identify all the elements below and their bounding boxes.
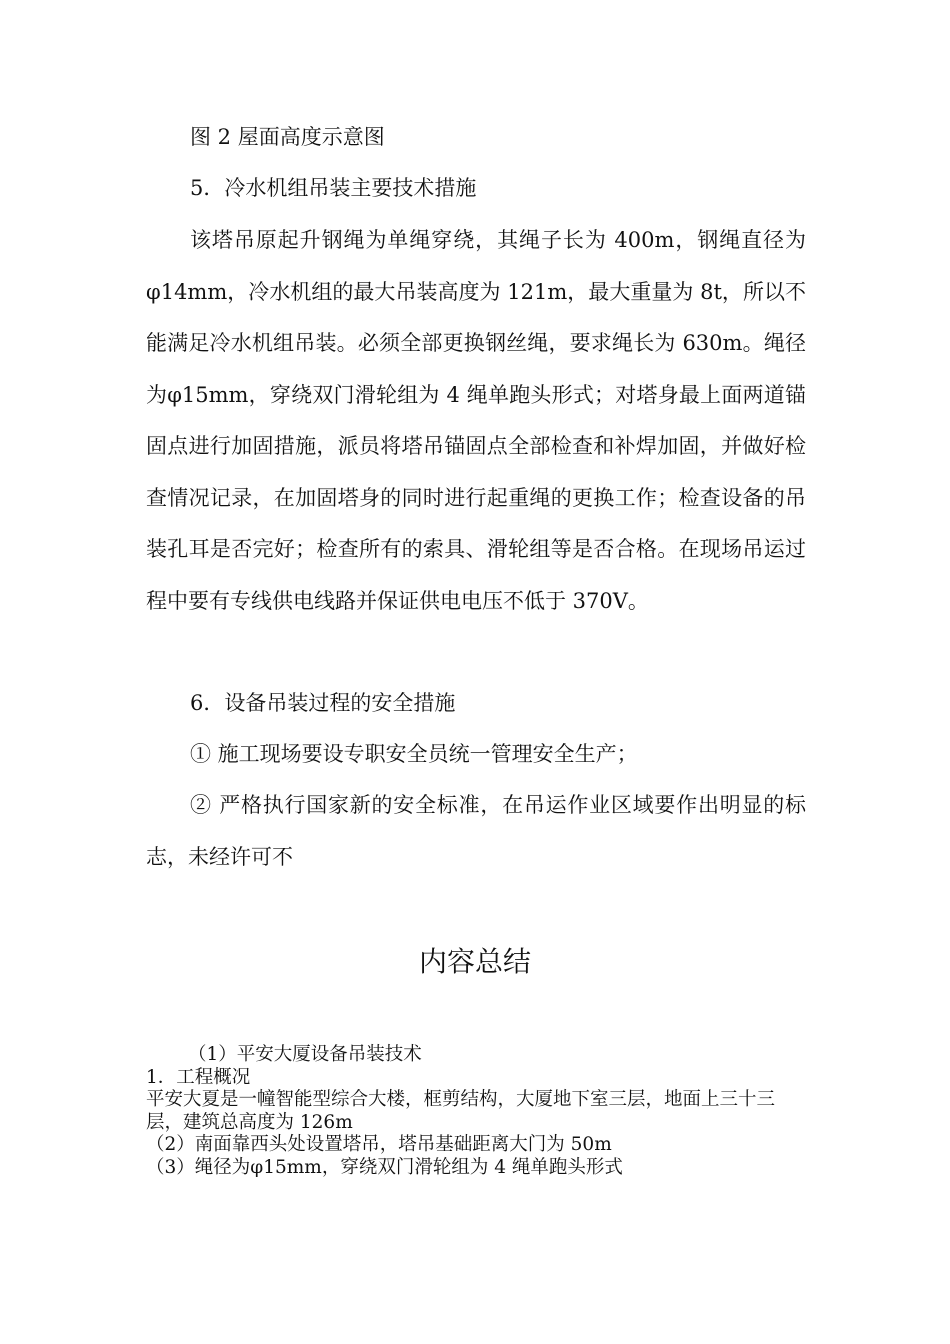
safety-measure-1: ① 施工现场要设专职安全员统一管理安全生产； [190,742,638,766]
summary-line-3: 平安大夏是一幢智能型综合大楼，框剪结构，大厦地下室三层，地面上三十三层，建筑总高度为 126m [146,1089,776,1133]
section-6-heading: 6．设备吊装过程的安全措施 [190,691,456,715]
safety-measure-2: ② 严格执行国家新的安全标准，在吊运作业区域要作出明显的标志，未经许可不 [146,793,806,869]
figure-caption: 图 2 屋面高度示意图 [190,125,385,149]
summary-line-2: 1．工程概况 [146,1066,251,1088]
summary-line-4: （2）南面靠西头处设置塔吊，塔吊基础距离大门为 50m [146,1134,612,1155]
summary-line-5: （3）绳径为φ15mm，穿绕双门滑轮组为 4 绳单跑头形式 [146,1156,623,1178]
summary-line-1: （1）平安大厦设备吊装技术 [188,1044,422,1065]
summary-title: 内容总结 [418,945,531,978]
section-5-body: 该塔吊原起升钢绳为单绳穿绕，其绳子长为 400m，钢绳直径为φ14mm，冷水机组的最大吊装高度为 121m，最大重量为 8t，所以不能满足冷水机组吊装。必须全部更换钢丝绳，要求绳长为 630m。绳径为φ15mm，穿绕双门滑轮组为 4 绳单跑头形式；对塔身最上面两道锚固点进行加固措施，派员将塔吊锚固点全部检查和补焊加固，并做好检查情况记录，在加固塔身的同时进行起重绳的更换工作；检查设备的吊装孔耳是否完好；检查所有的索具、滑轮组等是否合格。在现场吊运过程中要有专线供电线路并保证供电电压不低于 370V。 [146,228,806,613]
section-5-heading: 5．冷水机组吊装主要技术措施 [190,176,477,200]
summary-block [146,1044,806,1179]
